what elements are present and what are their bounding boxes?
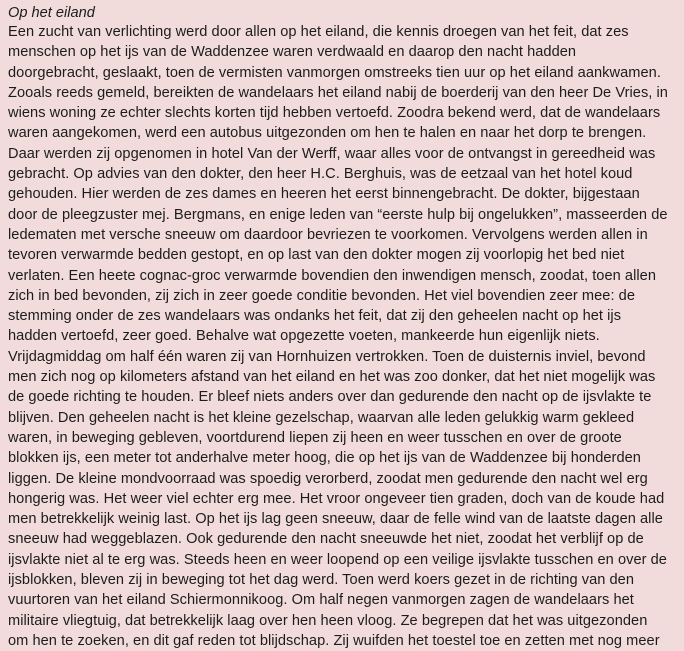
text-line: Vrijdagmiddag om half één waren zij van Hornhuizen vertrokken. Toen de duisternis inviel, bevond [8,348,646,365]
text-line: vuurtoren van het eiland Schiermonnikoog. Om half negen vanmorgen zagen de wandelaars het [8,592,634,609]
text-line: militaire vliegtuig, dat betrekkelijk laag over hen heen vloog. Ze begrepen dat het was uitgezonden [8,612,648,629]
text-line: ijsvlakte niet al te erg was. Steeds heen en weer loopend op een veilige ijsvlakte tusschen en over de [8,551,667,568]
text-line: gehouden. Hier werden de zes dames en heeren het eerst binnengebracht. De dokter, bijgestaan [8,186,640,203]
text-line: liggen. De kleine mondvoorraad was spoedig verorberd, zoodat men gedurende den nacht wel erg [8,470,648,487]
text-line: om hen te zoeken, en dit gaf reden tot blijdschap. Zij wuifden het toestel toe en zetten met nog meer [8,632,660,649]
text-line: hadden vertoefd, zeer goed. Behalve wat opgezette voeten, mankeerde hun eigenlijk niets. [8,328,600,345]
text-line: Daar werden zij opgenomen in hotel Van der Werff, waar alles voor de ontvangst in gereedheid was [8,145,656,162]
text-line: blokken ijs, een meter tot anderhalve meter hoog, die op het ijs van de Waddenzee bij honderden [8,450,641,467]
text-line: hongerig was. Het weer viel echter erg mee. Het vroor ongeveer tien graden, doch van de koude had [8,490,665,507]
text-line: Een zucht van verlichting werd door allen op het eiland, die kennis droegen van het feit, dat zes [8,24,629,40]
text-line: blijven. Den geheelen nacht is het kleine gezelschap, waarvan alle leden gelukkig warm gekleed [8,409,635,426]
text-line: wiens woning ze echter slechts korten tijd hebben vertoefd. Zoodra bekend werd, dat de wandelaars [8,105,661,122]
article-title: Op het eiland [8,5,95,21]
text-line: zich in bed bevonden, zij zich in zeer goede conditie bevonden. Het viel bovendien zeer mee: de [8,287,636,304]
text-line: door de pleegzuster mej. Bergmans, en enige leden van “eerste hulp bij ongelukken”, masseerden de [8,206,668,223]
text-line: men betrekkelijk weinig last. Op het ijs lag geen sneeuw, daar de felle wind van de laatste dagen alle [8,511,663,528]
text-line: stemming onder de zes wandelaars was ondanks het feit, dat zij den geheelen nacht op het ijs [8,308,622,325]
text-line: de goede richting te houden. Er bleef niets anders over dan gedurende den nacht op de ijsvlakte te [8,389,652,406]
text-line: tevoren verwarmde bedden gestopt, en op last van den dokter mogen zij voorlopig het bed niet [8,247,625,264]
text-line: doorgebracht, geslaakt, toen de vermisten vanmorgen omstreeks tien uur op het eiland aankwamen. [8,64,661,81]
text-line: men zich nog op kilometers afstand van het eiland en het was zoo donker, dat het niet mogelijk was [8,369,656,386]
text-line: gebracht. Op advies van den dokter, den heer H.C. Berghuis, was de eetzaal van het hotel koud [8,166,633,183]
text-line: verlaten. Een heete cognac-groc verwarmde bovendien den inwendigen mensch, zoodat, toen allen [8,267,656,284]
article-body [8,22,680,651]
text-line: Zooals reeds gemeld, bereikten de wandelaars het eiland nabij de boerderij van den heer De Vries, in [8,84,668,101]
text-line: waren, in beweging gebleven, voortdurend liepen zij heen en weer tusschen en over de groote [8,429,622,446]
text-line: ijsblokken, bleven zij in beweging tot het dag werd. Toen werd koers gezet in de richting van den [8,572,635,589]
text-line: ledematen met versche sneeuw om daardoor bevriezen te voorkomen. Vervolgens werden allen in [8,226,648,243]
text-line: waren aangekomen, werd een autobus uitgezonden om hen te halen en naar het dorp te brengen. [8,125,647,142]
text-line: menschen op het ijs van de Waddenzee waren verdwaald en daarop den nacht hadden [8,44,577,61]
text-line: sneeuw had weggeblazen. Ook gedurende den nacht sneeuwde het niet, zoodat het verblijf op de [8,531,644,548]
